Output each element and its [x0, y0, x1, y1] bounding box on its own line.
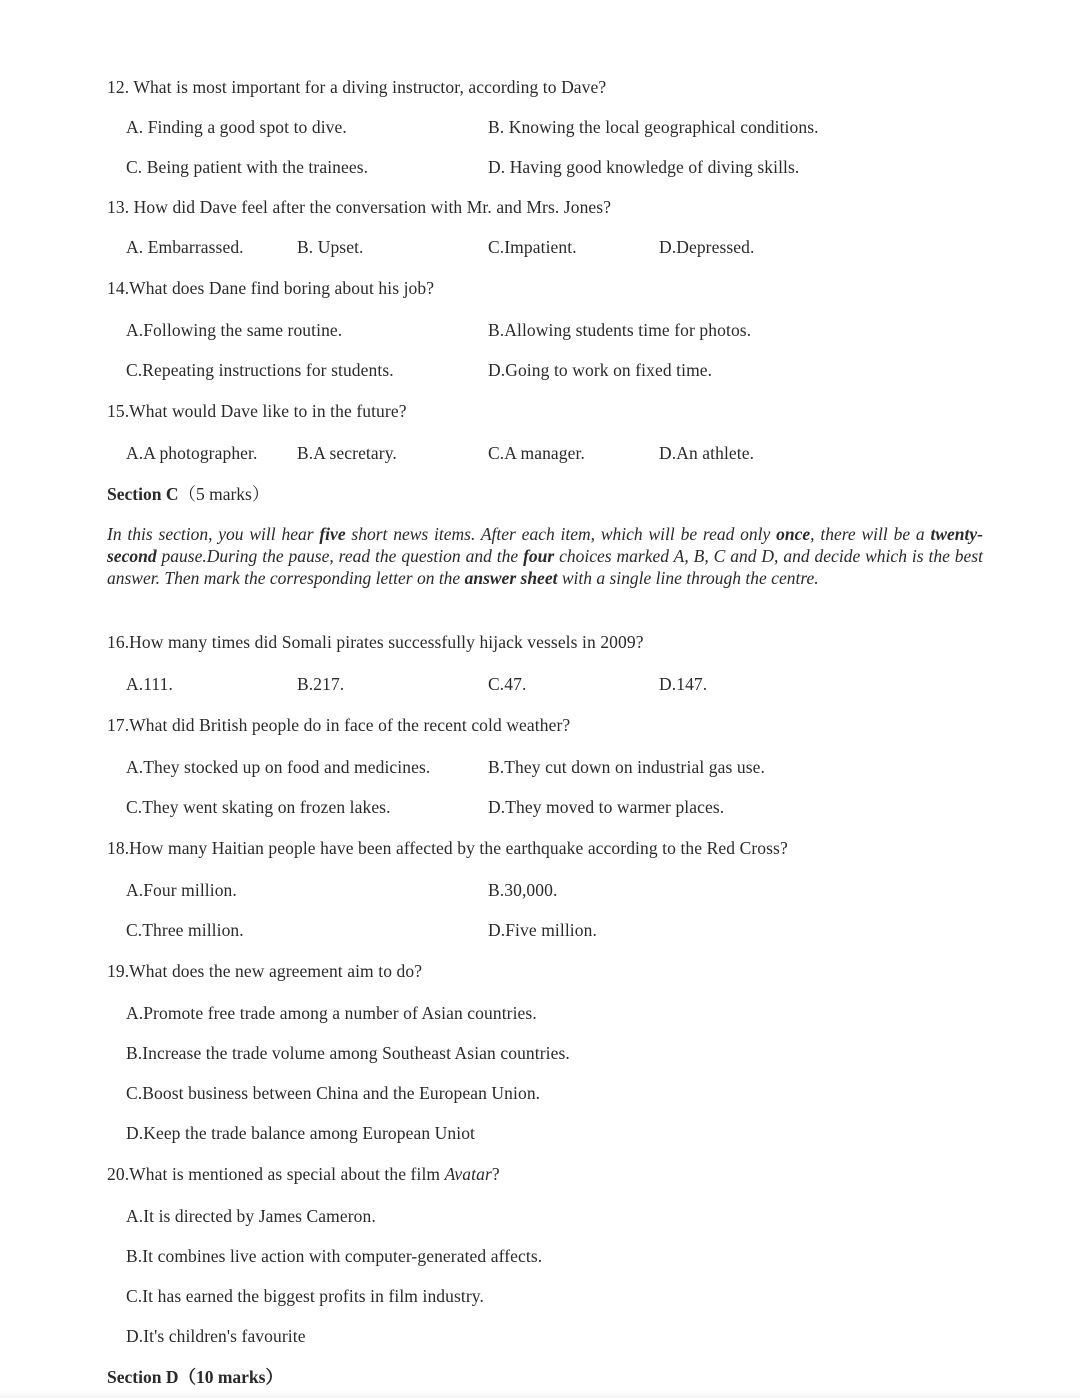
- instructions-emphasis: five: [319, 524, 346, 544]
- question-20-stem-end: ?: [491, 1164, 500, 1184]
- question-12-stem: 12. What is most important for a diving instructor, according to Dave?: [107, 77, 607, 97]
- question-19-stem: 19.What does the new agreement aim to do?: [107, 961, 423, 981]
- section-c-heading: [107, 483, 269, 505]
- instructions-text: pause.During the pause, read the question and the: [156, 545, 524, 566]
- question-18-option-d: D.Five million.: [488, 920, 597, 940]
- section-d-heading: [107, 1366, 283, 1388]
- instructions-text: short news items. After each item, which will be read only: [345, 524, 777, 544]
- section-d-marks: （10 marks）: [178, 1367, 283, 1387]
- instructions-emphasis: twenty-second: [107, 524, 983, 566]
- question-18-stem: 18.How many Haitian people have been affected by the earthquake according to the Red Cross?: [107, 838, 788, 858]
- question-18-option-b: B.30,000.: [488, 880, 558, 900]
- question-15-option-d: D.An athlete.: [659, 443, 755, 463]
- question-12-option-c: C. Being patient with the trainees.: [126, 157, 369, 177]
- question-20-stem: [107, 1163, 500, 1185]
- question-20-option-a: A.It is directed by James Cameron.: [126, 1206, 376, 1226]
- question-19-option-d: D.Keep the trade balance among European Uniot: [126, 1123, 476, 1143]
- instructions-text: with a single line through the centre.: [557, 567, 819, 588]
- question-19-option-b: B.Increase the trade volume among Southeast Asian countries.: [126, 1043, 570, 1063]
- question-17-option-c: C.They went skating on frozen lakes.: [126, 797, 391, 817]
- instructions-text: In this section, you will hear: [107, 524, 320, 544]
- question-12-option-a: A. Finding a good spot to dive.: [126, 117, 347, 137]
- question-13-option-a: A. Embarrassed.: [126, 237, 244, 257]
- question-12-option-b: B. Knowing the local geographical conditions.: [488, 117, 819, 137]
- question-16-option-d: D.147.: [659, 674, 708, 694]
- question-20-option-d: D.It's children's favourite: [126, 1326, 306, 1346]
- question-16-option-b: B.217.: [297, 674, 345, 694]
- question-17-stem: 17.What did British people do in face of the recent cold weather?: [107, 715, 571, 735]
- question-17-option-b: B.They cut down on industrial gas use.: [488, 757, 765, 777]
- question-17-option-d: D.They moved to warmer places.: [488, 797, 725, 817]
- question-15-option-b: B.A secretary.: [297, 443, 397, 463]
- question-16-stem: 16.How many times did Somali pirates successfully hijack vessels in 2009?: [107, 632, 644, 652]
- section-c-title: Section C: [107, 484, 179, 504]
- question-13-option-b: B. Upset.: [297, 237, 364, 257]
- page-edge-shadow: [0, 1390, 1080, 1398]
- question-20-option-b: B.It combines live action with computer-generated affects.: [126, 1246, 543, 1266]
- question-18-option-c: C.Three million.: [126, 920, 244, 940]
- question-12-option-d: D. Having good knowledge of diving skills.: [488, 157, 800, 177]
- instructions-emphasis: four: [523, 545, 555, 566]
- question-15-option-c: C.A manager.: [488, 443, 585, 463]
- question-20-stem-text: 20.What is mentioned as special about the film: [107, 1164, 445, 1184]
- instructions-emphasis: answer sheet: [464, 567, 558, 588]
- question-13-stem: 13. How did Dave feel after the conversation with Mr. and Mrs. Jones?: [107, 197, 612, 217]
- section-d-title: Section D: [107, 1367, 179, 1387]
- section-c-instructions: [107, 524, 983, 589]
- instructions-emphasis: once: [776, 524, 811, 544]
- question-14-option-a: A.Following the same routine.: [126, 320, 343, 340]
- film-title: Avatar: [444, 1164, 492, 1184]
- question-19-option-c: C.Boost business between China and the European Union.: [126, 1083, 541, 1103]
- question-15-stem: 15.What would Dave like to in the future?: [107, 401, 407, 421]
- instructions-text: choices marked A, B, C and D, and decide which is the best answer. Then mark the corresponding letter on the: [107, 545, 983, 588]
- question-14-stem: 14.What does Dane find boring about his job?: [107, 278, 435, 298]
- question-17-option-a: A.They stocked up on food and medicines.: [126, 757, 431, 777]
- question-16-option-a: A.111.: [126, 674, 173, 694]
- question-19-option-a: A.Promote free trade among a number of Asian countries.: [126, 1003, 537, 1023]
- instructions-text: , there will be a: [810, 524, 931, 544]
- question-14-option-d: D.Going to work on fixed time.: [488, 360, 713, 380]
- section-c-marks: （5 marks）: [178, 484, 270, 504]
- question-13-option-d: D.Depressed.: [659, 237, 755, 257]
- question-16-option-c: C.47.: [488, 674, 527, 694]
- question-14-option-b: B.Allowing students time for photos.: [488, 320, 752, 340]
- question-20-option-c: C.It has earned the biggest profits in film industry.: [126, 1286, 484, 1306]
- question-14-option-c: C.Repeating instructions for students.: [126, 360, 394, 380]
- question-13-option-c: C.Impatient.: [488, 237, 577, 257]
- question-15-option-a: A.A photographer.: [126, 443, 258, 463]
- question-18-option-a: A.Four million.: [126, 880, 237, 900]
